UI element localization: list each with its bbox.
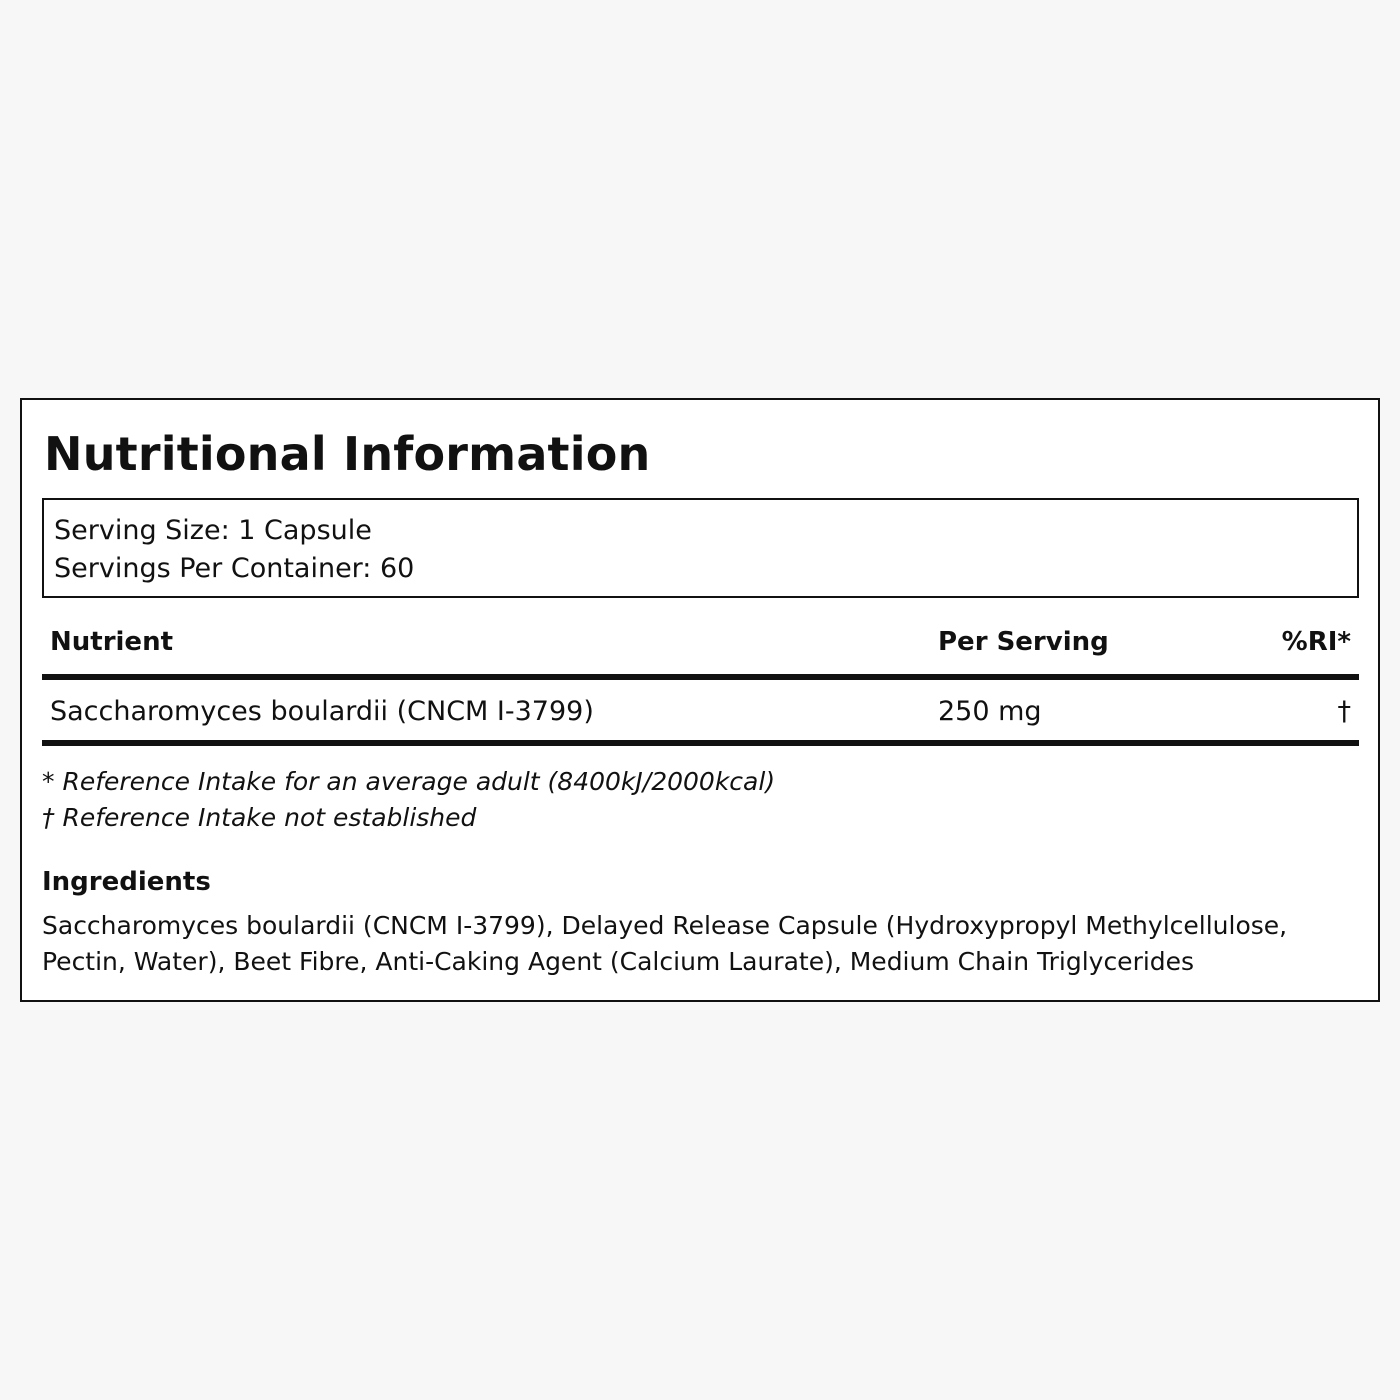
label-title: Nutritional Information — [44, 427, 651, 481]
ingredients-text: Saccharomyces boulardii (CNCM I-3799), Delayed Release Capsule (Hydroxypropyl Methylcellulose, Pectin, Water), Beet Fibre, Anti-Caking Agent (Calcium Laurate), Medium Chain Triglycerides — [42, 911, 1288, 976]
row-per-serving: 250 mg — [938, 696, 1042, 727]
header-per-serving: Per Serving — [938, 627, 1109, 657]
footnote-reference-intake: * Reference Intake for an average adult (8400kJ/2000kcal) — [42, 767, 776, 796]
table-row — [42, 680, 1359, 746]
ingredients-heading: Ingredients — [42, 867, 211, 897]
footnotes — [42, 764, 775, 836]
row-ri: † — [1337, 696, 1351, 727]
header-ri: %RI* — [1281, 627, 1351, 657]
servings-per-container: Servings Per Container: 60 — [54, 553, 415, 584]
row-nutrient: Saccharomyces boulardii (CNCM I-3799) — [50, 696, 594, 727]
nutrition-label-panel — [20, 398, 1380, 1002]
nutrient-table-header — [42, 622, 1359, 680]
footnote-not-established: † Reference Intake not established — [42, 803, 477, 832]
serving-size: Serving Size: 1 Capsule — [54, 515, 372, 546]
serving-info-box — [42, 498, 1359, 598]
header-nutrient: Nutrient — [50, 627, 174, 657]
